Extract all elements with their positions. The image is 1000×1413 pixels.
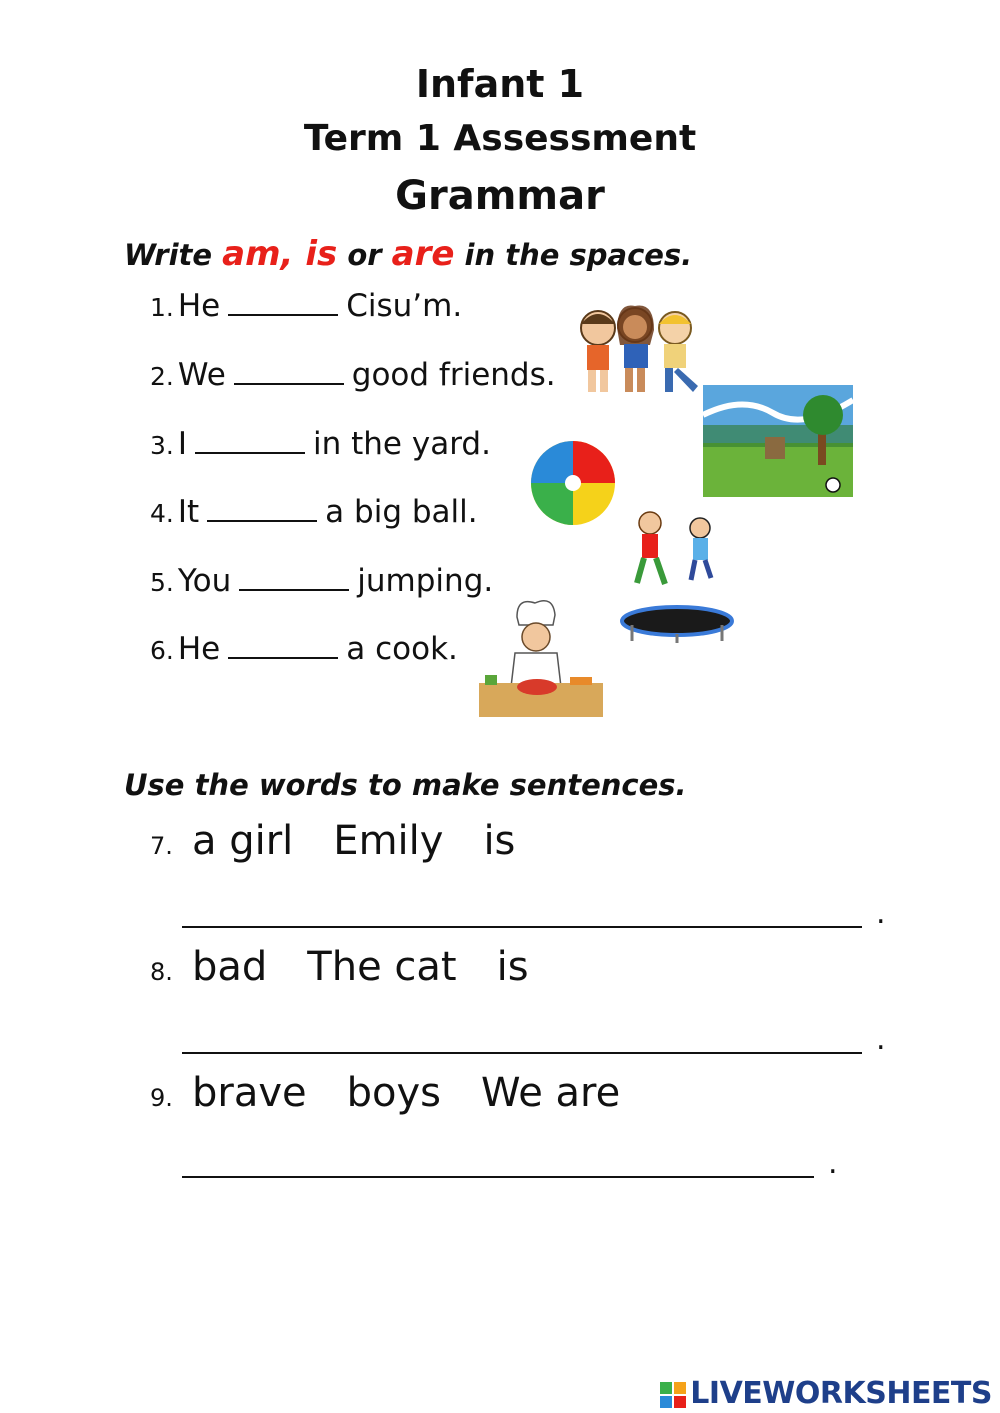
question-number: 5. [150, 568, 174, 597]
yard-illustration [703, 385, 853, 497]
word-chip: brave [192, 1070, 307, 1116]
word-chip: Emily [333, 818, 444, 864]
question-7 [150, 818, 555, 864]
answer-blank[interactable] [207, 494, 317, 522]
word-chip: a girl [192, 818, 294, 864]
instruction-fill-blanks [124, 234, 692, 274]
liveworksheets-logo [660, 1376, 992, 1411]
worksheet-title: Infant 1 [415, 62, 585, 106]
question-9 [150, 1070, 660, 1116]
instruction-text: , [280, 234, 306, 274]
answer-blank[interactable] [228, 631, 338, 659]
word-chip: is [496, 944, 529, 990]
sentence-period: . [828, 1146, 838, 1181]
keyword-are: are [391, 234, 455, 274]
trampoline-illustration [620, 603, 735, 645]
question-number: 2. [150, 362, 174, 391]
question-1 [150, 288, 462, 324]
question-2 [150, 357, 556, 393]
question-text: I [177, 426, 188, 462]
instruction-make-sentences: Use the words to make sentences. [124, 768, 687, 802]
three-kids-illustration [570, 300, 705, 400]
word-chip: bad [192, 944, 268, 990]
question-number: 7. [150, 832, 173, 860]
jumping-kids-illustration [625, 508, 725, 590]
question-text: a big ball. [325, 494, 478, 530]
instruction-text: or [337, 238, 392, 272]
instruction-text: in the spaces. [454, 238, 693, 272]
question-text: We [177, 357, 226, 393]
question-8 [150, 944, 569, 990]
word-chip: We are [481, 1070, 621, 1116]
question-text: It [177, 494, 200, 530]
word-chip: The cat [307, 944, 457, 990]
answer-blank[interactable] [239, 563, 349, 591]
question-text: Cisu’m. [346, 288, 463, 324]
question-3 [150, 426, 491, 462]
question-number: 1. [150, 293, 174, 322]
question-text: jumping. [357, 563, 494, 599]
question-text: He [177, 631, 221, 667]
question-text: You [177, 563, 232, 599]
keyword-is: is [305, 234, 338, 274]
worksheet-subtitle: Term 1 Assessment [303, 118, 697, 159]
answer-line-7[interactable] [182, 926, 862, 928]
question-text: a cook. [346, 631, 458, 667]
question-number: 6. [150, 636, 174, 665]
answer-line-8[interactable] [182, 1052, 862, 1054]
question-number: 4. [150, 499, 174, 528]
beach-ball-illustration [528, 438, 618, 528]
question-5 [150, 563, 493, 599]
answer-line-9[interactable] [182, 1176, 814, 1178]
answer-blank[interactable] [228, 288, 338, 316]
question-number: 9. [150, 1084, 173, 1112]
question-text: good friends. [351, 357, 556, 393]
liveworksheets-icon [660, 1382, 686, 1408]
instruction-text: Write [124, 238, 223, 272]
sentence-period: . [876, 896, 886, 931]
question-number: 8. [150, 958, 173, 986]
question-4 [150, 494, 478, 530]
question-text: in the yard. [313, 426, 491, 462]
word-chip: is [483, 818, 516, 864]
cook-illustration [475, 595, 607, 723]
answer-blank[interactable] [195, 426, 305, 454]
answer-blank[interactable] [234, 357, 344, 385]
question-number: 3. [150, 431, 174, 460]
sentence-period: . [876, 1022, 886, 1057]
question-text: He [177, 288, 221, 324]
question-6 [150, 631, 458, 667]
worksheet-subject: Grammar [395, 173, 605, 219]
word-chip: boys [346, 1070, 442, 1116]
brand-name: LIVEWORKSHEETS [690, 1376, 992, 1411]
keyword-am: am [222, 234, 281, 274]
